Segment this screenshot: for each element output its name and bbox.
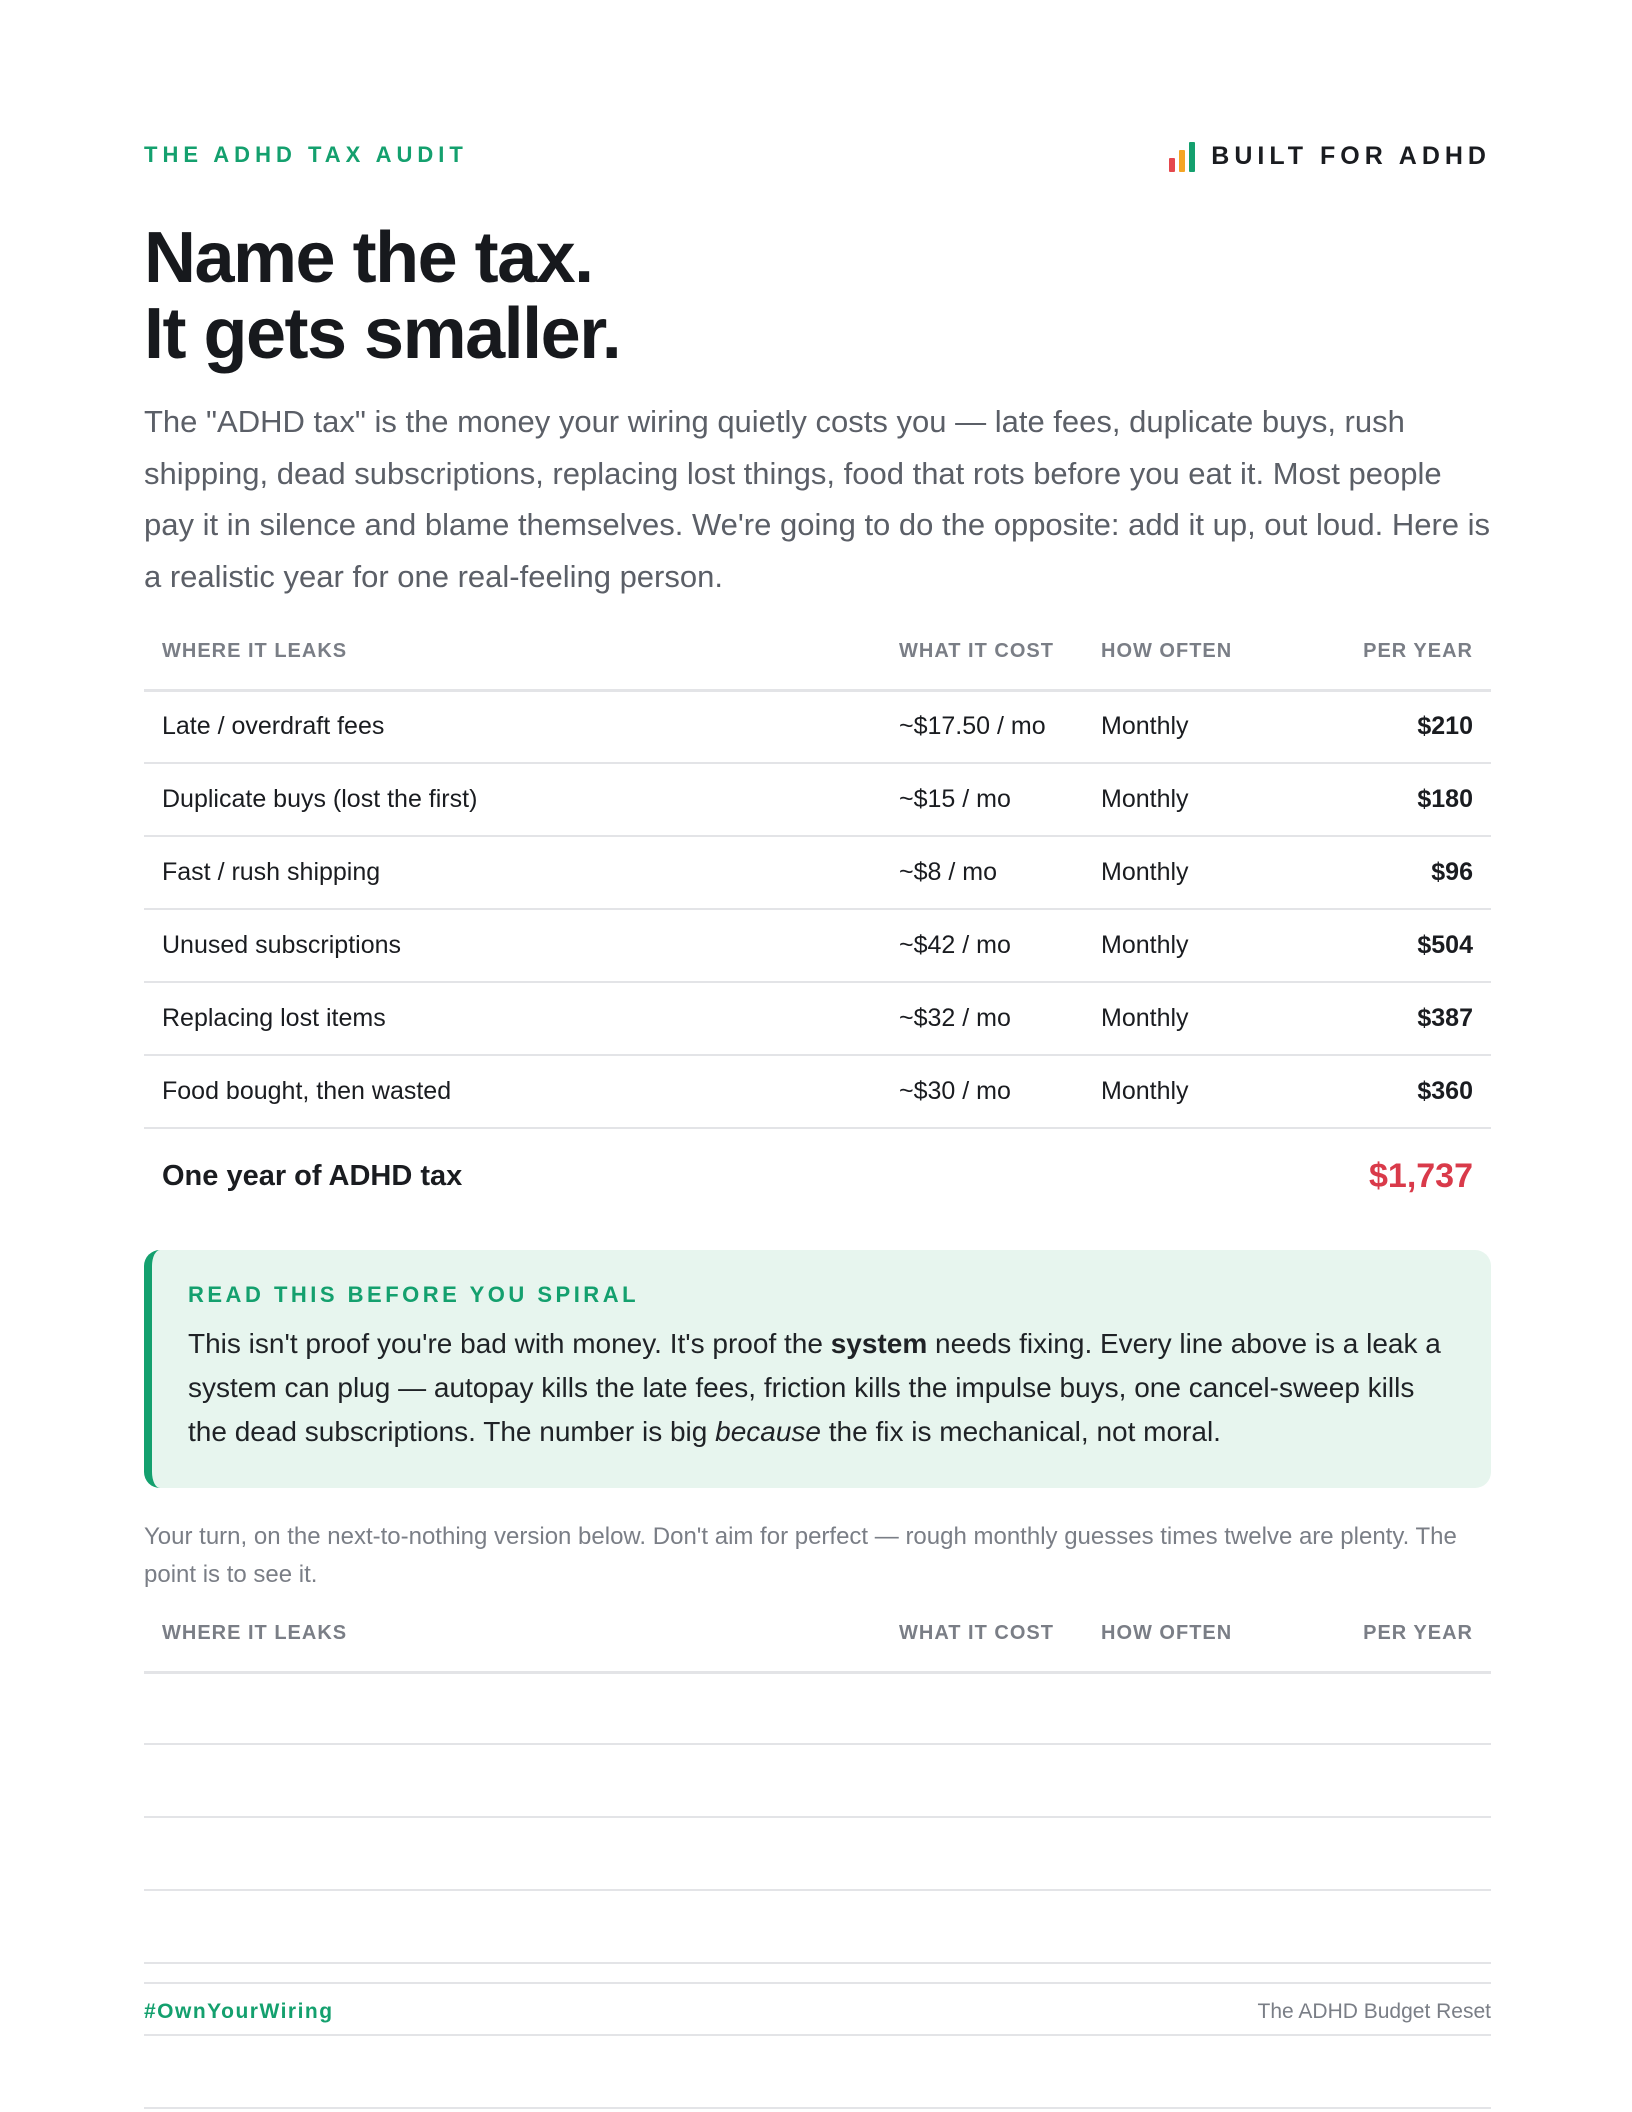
page-title [144, 220, 620, 372]
often-cell: Monthly [1101, 982, 1301, 1055]
often-cell: Monthly [1101, 1055, 1301, 1128]
year-cell: $387 [1301, 982, 1491, 1055]
table-header-row [144, 1596, 1491, 1672]
table-row [144, 690, 1491, 763]
table-row [144, 1055, 1491, 1128]
footer-rule-top [144, 1982, 1491, 1984]
leak-cell: Food bought, then wasted [144, 1055, 899, 1128]
callout-text: the fix is mechanical, not moral. [821, 1416, 1221, 1447]
leak-cell: Late / overdraft fees [144, 690, 899, 763]
footer [144, 1986, 1491, 2034]
blank-tax-table [144, 1596, 1491, 1674]
column-header-cost: WHAT IT COST [899, 614, 1101, 690]
total-value: $1,737 [1369, 1157, 1473, 1195]
year-cell: $180 [1301, 763, 1491, 836]
callout-text: needs fixing. Every line above is a leak a system can plug — autopay kills the late fees, friction kills the impulse buys, one cancel-sweep kills the dead subscriptions. The number is big [188, 1328, 1441, 1447]
title-line-1: Name the tax. [144, 218, 593, 298]
callout-title: READ THIS BEFORE YOU SPIRAL [188, 1282, 640, 1307]
blank-row-line [144, 1816, 1491, 1818]
total-label: One year of ADHD tax [162, 1160, 463, 1192]
column-header-year: PER YEAR [1301, 614, 1491, 690]
often-cell: Monthly [1101, 690, 1301, 763]
brand-lockup [1169, 140, 1491, 172]
callout-emphasis: system [830, 1328, 928, 1359]
cost-cell: ~$17.50 / mo [899, 690, 1101, 763]
leak-cell: Duplicate buys (lost the first) [144, 763, 899, 836]
cost-cell: ~$30 / mo [899, 1055, 1101, 1128]
column-header-cost: WHAT IT COST [899, 1596, 1101, 1672]
instructions-note: Your turn, on the next-to-nothing version below. Don't aim for perfect — rough monthly guesses times twelve are plenty. The point is to see it. [144, 1523, 1457, 1588]
table-header-row [144, 614, 1491, 690]
leak-cell: Replacing lost items [144, 982, 899, 1055]
footer-rule-bottom [144, 2034, 1491, 2036]
year-cell: $210 [1301, 690, 1491, 763]
total-row [144, 1128, 1491, 1224]
callout-text: This isn't proof you're bad with money. It's proof the [188, 1328, 831, 1359]
intro-paragraph: The "ADHD tax" is the money your wiring quietly costs you — late fees, duplicate buys, rush shipping, dead subscriptions, replacing lost things, food that rots before you eat it. Most people pay it in silence and blame themselves. We're going to do the opposite: add it up, out loud. Here is a realistic year for one real-feeling person. [144, 404, 1491, 594]
cost-cell: ~$32 / mo [899, 982, 1101, 1055]
footer-hashtag: #OwnYourWiring [144, 2000, 334, 2023]
callout-body [188, 1322, 1451, 1454]
year-cell: $504 [1301, 909, 1491, 982]
top-bar [144, 136, 1491, 172]
bar-chart-icon [1169, 140, 1195, 172]
callout-box [144, 1250, 1491, 1488]
eyebrow-label: THE ADHD TAX AUDIT [144, 142, 468, 167]
column-header-leak: WHERE IT LEAKS [144, 614, 899, 690]
often-cell: Monthly [1101, 909, 1301, 982]
column-header-leak: WHERE IT LEAKS [144, 1596, 899, 1672]
column-header-often: HOW OFTEN [1101, 614, 1301, 690]
blank-row-line [144, 1962, 1491, 1964]
column-header-year: PER YEAR [1301, 1596, 1491, 1672]
blank-row-line [144, 1889, 1491, 1891]
table-row [144, 836, 1491, 909]
year-cell: $96 [1301, 836, 1491, 909]
footer-source: The ADHD Budget Reset [1257, 2000, 1491, 2023]
title-line-2: It gets smaller. [144, 294, 621, 374]
leak-cell: Fast / rush shipping [144, 836, 899, 909]
often-cell: Monthly [1101, 763, 1301, 836]
blank-row-line [144, 1743, 1491, 1745]
cost-cell: ~$8 / mo [899, 836, 1101, 909]
leak-cell: Unused subscriptions [144, 909, 899, 982]
table-row [144, 909, 1491, 982]
table-row [144, 982, 1491, 1055]
cost-cell: ~$15 / mo [899, 763, 1101, 836]
year-cell: $360 [1301, 1055, 1491, 1128]
column-header-often: HOW OFTEN [1101, 1596, 1301, 1672]
cost-cell: ~$42 / mo [899, 909, 1101, 982]
brand-label: BUILT FOR ADHD [1211, 141, 1491, 170]
blank-row-line [144, 2107, 1491, 2109]
callout-italic: because [715, 1416, 821, 1447]
table-row [144, 763, 1491, 836]
often-cell: Monthly [1101, 836, 1301, 909]
example-tax-table [144, 614, 1491, 1224]
